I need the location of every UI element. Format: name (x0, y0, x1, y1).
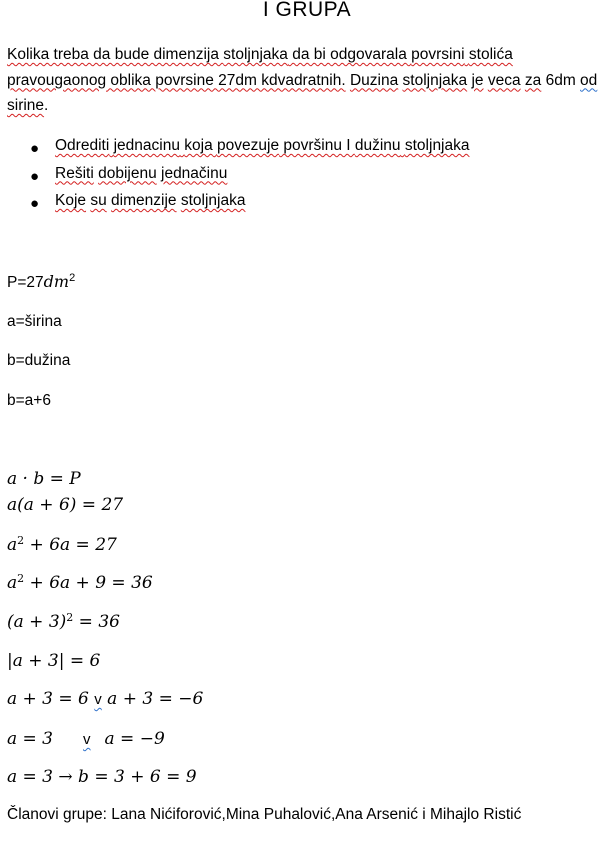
equation-9: a = 3 → b = 3 + 6 = 9 (7, 767, 197, 787)
page-title: I GRUPA (262, 0, 352, 21)
task-list (30, 137, 470, 220)
bullet-icon: ● (30, 195, 40, 212)
equation-4 (7, 573, 153, 593)
problem-text-segment: je (471, 71, 484, 89)
task-list-item-text: stoljnjaka (180, 192, 246, 209)
problem-paragraph (7, 42, 605, 119)
equation-8-or: v (83, 731, 91, 748)
task-list-item-text: dimenzije (111, 192, 177, 209)
task-list-item-text: Koje (55, 192, 87, 209)
task-list-item-text: površinu I (279, 137, 355, 154)
given-area-value: P=27 (7, 274, 44, 291)
equation-8-left: a = 3 (7, 729, 54, 749)
equation-5-base: (a + 3) (7, 612, 67, 632)
problem-text-segment: pravougaonog oblika povrsine 27dm kdvadratnih. (7, 71, 346, 89)
equation-3-var: a (7, 535, 18, 555)
problem-text-segment: Kolika treba da bude dimenzija (7, 46, 224, 63)
bullet-icon: ● (30, 167, 40, 185)
bullet-icon: ● (30, 140, 40, 157)
given-area-exponent: 2 (69, 272, 76, 284)
equation-6: |a + 3| = 6 (7, 651, 101, 671)
task-list-item (30, 165, 470, 193)
given-length: b=dužina (7, 352, 71, 369)
task-list-item-text: Odrediti (55, 137, 110, 154)
equation-7-left: a + 3 = 6 (7, 689, 95, 709)
equation-8 (7, 729, 165, 749)
task-list-item-text: stoljnjaka (404, 137, 470, 154)
task-list-item-text: koja (184, 137, 213, 154)
equation-3-exponent: 2 (17, 534, 25, 547)
problem-text-segment: 6dm (541, 71, 581, 89)
equation-7-right: a + 3 = −6 (101, 689, 204, 709)
task-list-item (30, 137, 470, 165)
task-list-item-text: dobijenu (98, 164, 157, 182)
task-list-item-text: jednačinu (161, 164, 228, 182)
given-area (7, 272, 75, 292)
given-width: a=širina (7, 313, 62, 330)
problem-text-segment: . (44, 97, 49, 114)
equation-5-rest: = 36 (73, 612, 120, 632)
given-area-unit: dm (43, 272, 70, 291)
equation-4-var: a (7, 573, 18, 593)
problem-text-segment: odgovarala (330, 46, 407, 63)
task-list-item-text: Rešiti (55, 164, 94, 182)
equation-5-exponent: 2 (66, 611, 74, 624)
problem-text-segment: za (524, 71, 542, 89)
equation-1: a · b = P (7, 469, 81, 489)
task-list-item-text: su (90, 192, 107, 209)
problem-text-segment: od (580, 71, 598, 89)
problem-text-segment: veca (487, 71, 521, 89)
task-list-item (30, 192, 470, 220)
task-list-item-text: jednacinu (113, 137, 180, 154)
problem-text-segment: povrsini (411, 46, 465, 63)
problem-text-segment: sirine (7, 97, 45, 114)
equation-3-rest: + 6a = 27 (24, 535, 117, 555)
problem-text-segment: da bi (287, 46, 331, 63)
group-members: Članovi grupe: Lana Nićiforović,Mina Puhalović,Ana Arsenić i Mihajlo Ristić (7, 806, 522, 823)
equation-7-or: v (94, 691, 102, 708)
problem-text-segment: Duzina (349, 71, 399, 89)
task-list-item-text: povezuje (217, 137, 280, 154)
equation-4-exponent: 2 (17, 572, 25, 585)
problem-text-segment: stoljnjaka (223, 46, 288, 63)
problem-text-segment: stoljnjaka (402, 71, 468, 89)
task-list-item-text: dužinu (354, 137, 401, 154)
equation-8-right: a = −9 (104, 729, 165, 749)
problem-text-segment: stolića (468, 46, 513, 63)
equation-5 (7, 612, 120, 632)
equation-2: a(a + 6) = 27 (7, 495, 124, 515)
equation-4-rest: + 6a + 9 = 36 (24, 573, 153, 593)
given-relation: b=a+6 (7, 392, 51, 409)
equation-7 (7, 689, 203, 709)
equation-3 (7, 535, 117, 555)
